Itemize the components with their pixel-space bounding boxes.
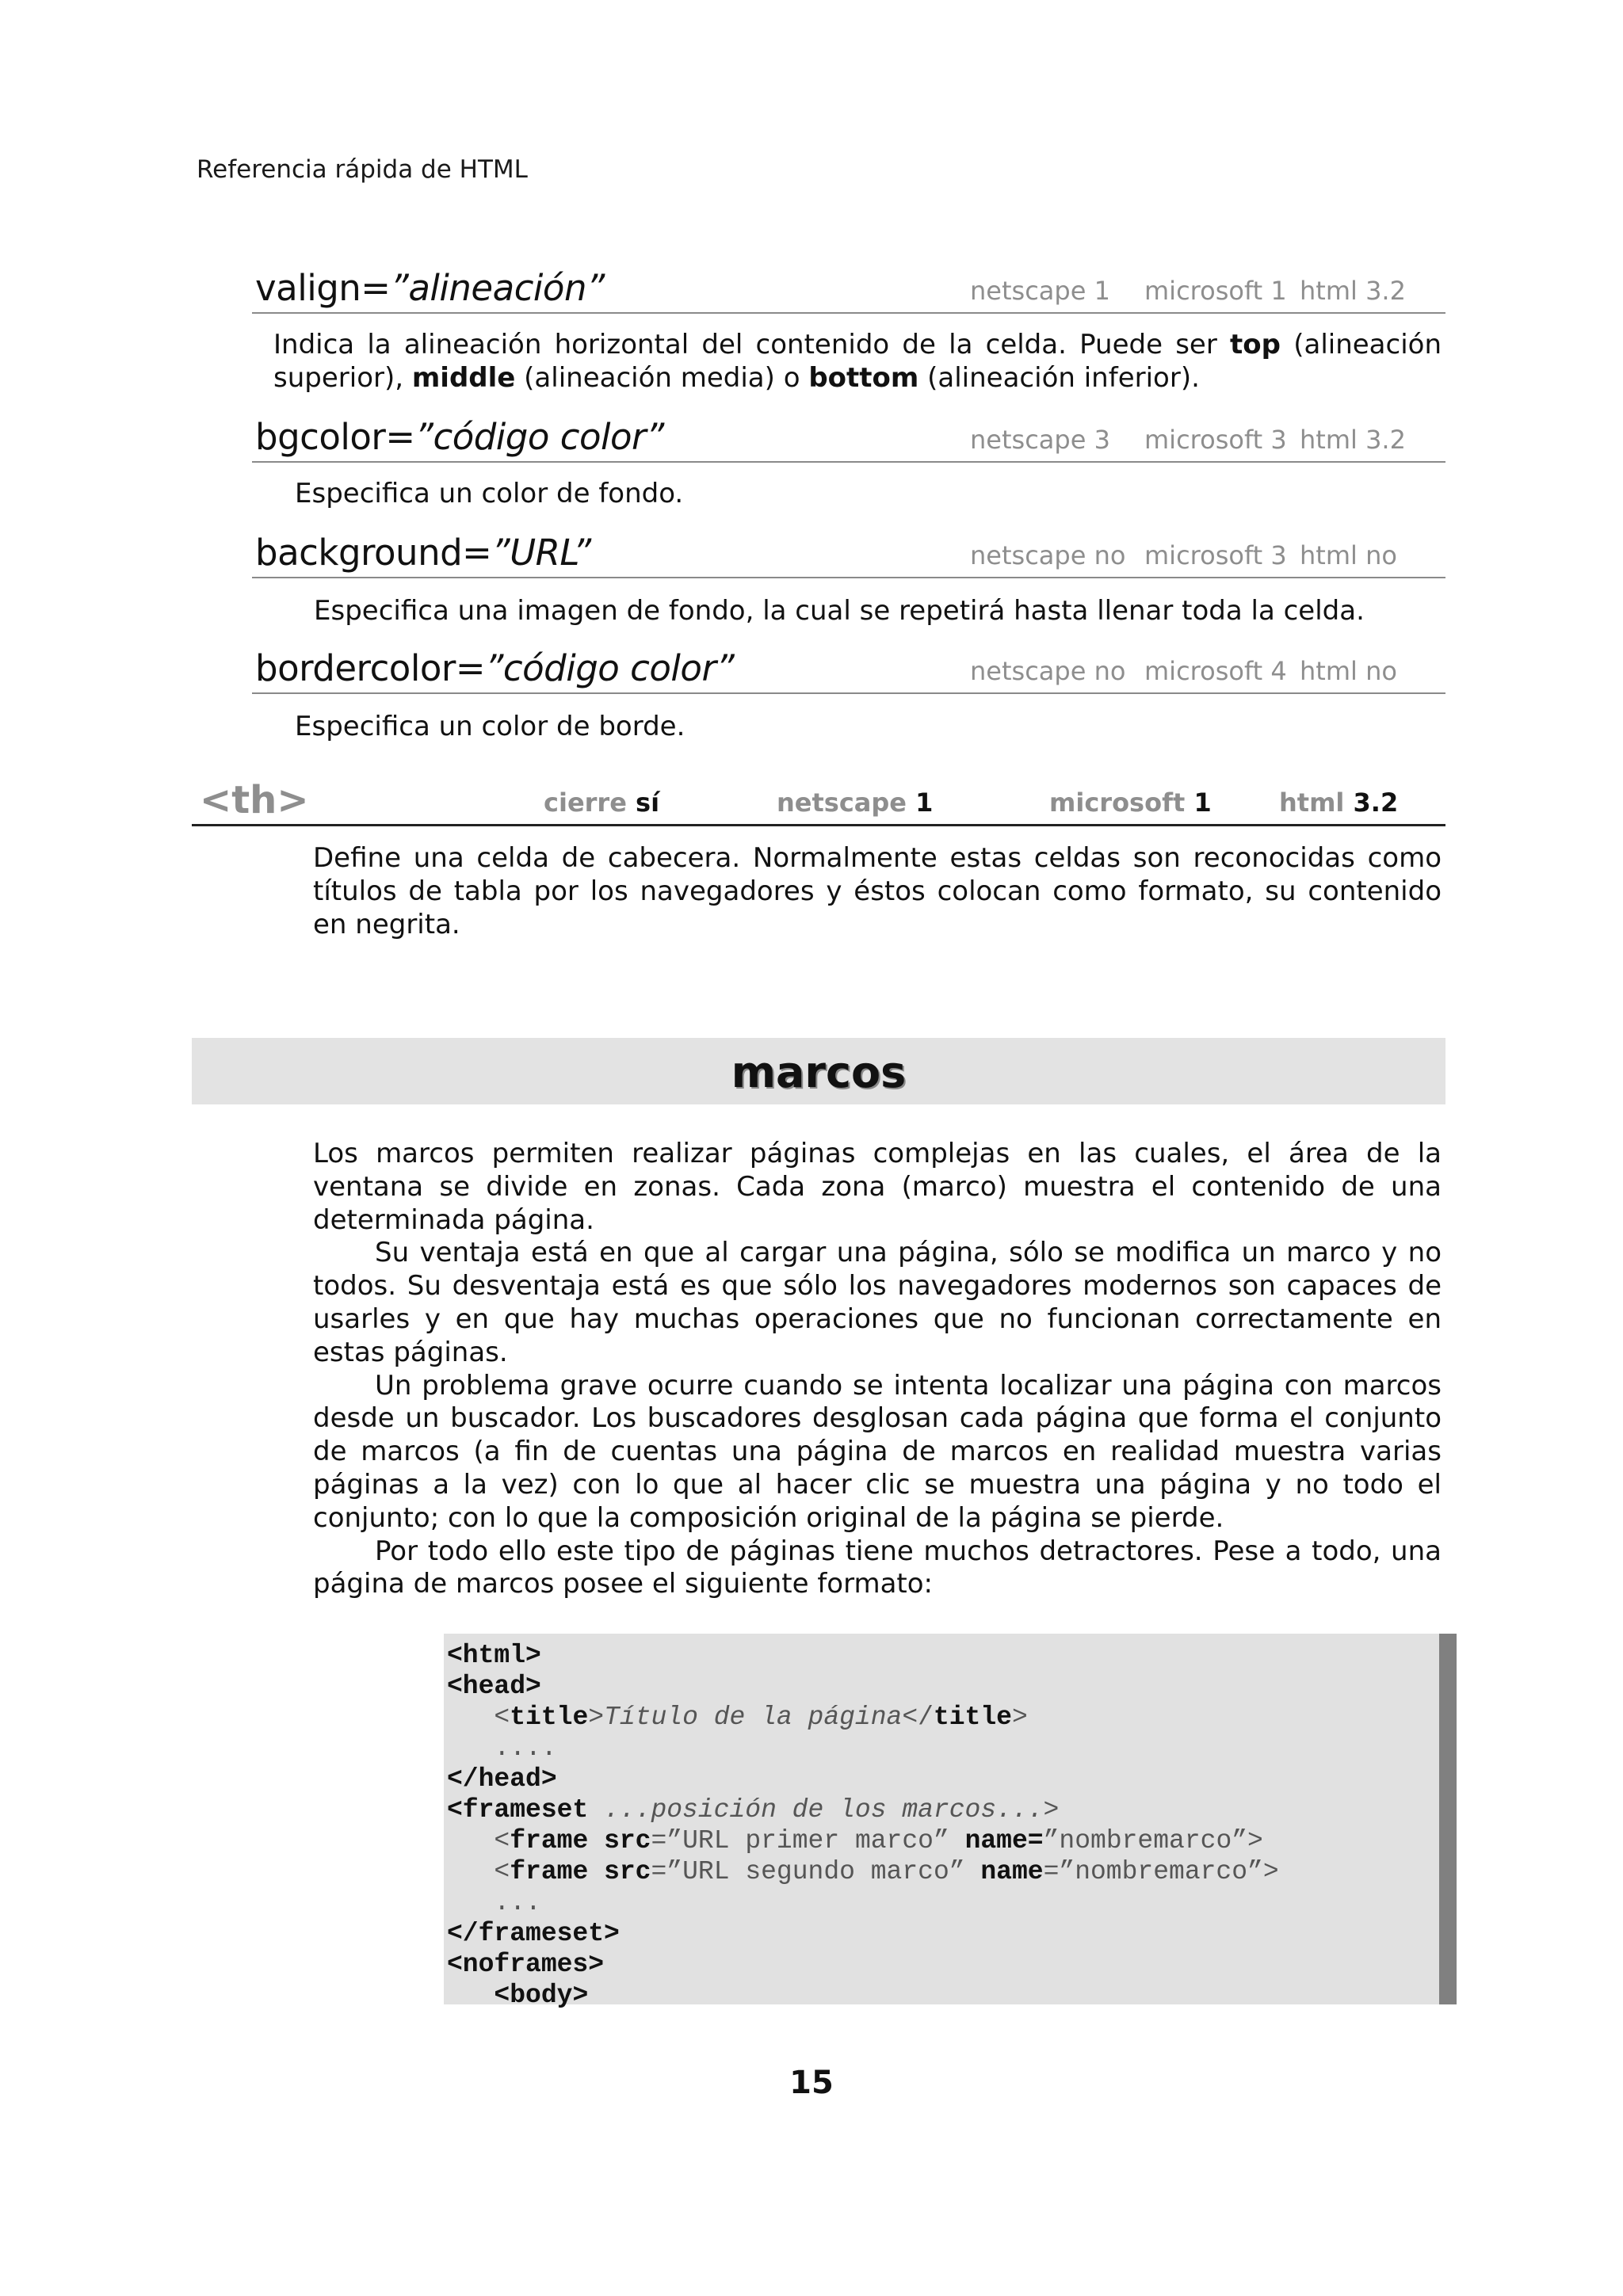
compat-html: html no <box>1300 540 1397 570</box>
tag-html: html 3.2 <box>1279 788 1399 818</box>
code-listing: <html> <head> <title>Título de la página</title> .... </head> <frameset ...posición de los marcos...> <frame src=”URL primer marco” name=”nombremarco”> <frame src=”URL segundo marco” name=”nombremarco”> ... </frameset> <noframes> <body> <box>444 1634 1457 2004</box>
compat-microsoft: microsoft 4 <box>1144 656 1287 686</box>
attribute-header-bgcolor <box>252 402 1445 463</box>
attribute-name: bgcolor=”código color” <box>255 416 664 458</box>
attribute-description-bgcolor: Especifica un color de fondo. <box>295 478 684 509</box>
attribute-header-bordercolor <box>252 634 1445 694</box>
attribute-description-background: Especifica una imagen de fondo, la cual se repetirá hasta llenar toda la celda. <box>314 595 1365 627</box>
attribute-description-bordercolor: Especifica un color de borde. <box>295 711 685 742</box>
page-number: 15 <box>789 2065 834 2101</box>
tag-header-th <box>192 776 1445 826</box>
compat-netscape: netscape 1 <box>970 276 1110 306</box>
attribute-header-background <box>252 518 1445 578</box>
compat-html: html no <box>1300 656 1397 686</box>
section-title: marcos <box>731 1047 907 1097</box>
compat-microsoft: microsoft 1 <box>1144 276 1287 306</box>
tag-description-th: Define una celda de cabecera. Normalmente estas celdas son reconocidas como títulos de tabla por los navegadores y éstos colocan como formato, su contenido en negrita. <box>313 842 1442 940</box>
compat-microsoft: microsoft 3 <box>1144 540 1287 570</box>
body-paragraph: Un problema grave ocurre cuando se intenta localizar una página con marcos desde un buscador. Los buscadores desglosan cada página que forma el conjunto de marcos (a fin de cuentas una página de marcos en realidad muestra varias páginas a la vez) con lo que al hacer clic se muestra una página y no todo el conjunto; con lo que la composición original de la página se pierde. <box>313 1369 1442 1534</box>
tag-name: <th> <box>200 778 309 822</box>
tag-netscape: netscape 1 <box>777 788 934 818</box>
body-paragraph: Su ventaja está en que al cargar una página, sólo se modifica un marco y no todos. Su desventaja está es que sólo los navegadores modernos son capaces de usarles y en que hay muchas operaciones que no funcionan correctamente en estas páginas. <box>313 1237 1442 1368</box>
body-paragraph: Los marcos permiten realizar páginas complejas en las cuales, el área de la ventana se divide en zonas. Cada zona (marco) muestra el contenido de una determinada página. <box>313 1138 1442 1236</box>
compat-netscape: netscape no <box>970 656 1126 686</box>
section-header-band <box>192 1038 1445 1104</box>
compat-netscape: netscape no <box>970 540 1126 570</box>
attribute-name: bordercolor=”código color” <box>255 647 735 689</box>
compat-microsoft: microsoft 3 <box>1144 425 1287 455</box>
running-header: Referencia rápida de HTML <box>197 155 528 184</box>
attribute-description-valign: Indica la alineación horizontal del contenido de la celda. Puede ser top (alineación superior), middle (alineación media) o bottom (alineación inferior). <box>273 329 1442 394</box>
compat-html: html 3.2 <box>1300 276 1406 306</box>
tag-cierre: cierre sí <box>544 788 660 818</box>
attribute-name: valign=”alineación” <box>255 267 605 309</box>
attribute-header-valign <box>252 254 1445 314</box>
tag-microsoft: microsoft 1 <box>1049 788 1212 818</box>
attribute-name: background=”URL” <box>255 532 591 574</box>
body-paragraph: Por todo ello este tipo de páginas tiene muchos detractores. Pese a todo, una página de marcos posee el siguiente formato: <box>313 1535 1442 1600</box>
section-body <box>313 1138 1442 1601</box>
compat-html: html 3.2 <box>1300 425 1406 455</box>
compat-netscape: netscape 3 <box>970 425 1110 455</box>
